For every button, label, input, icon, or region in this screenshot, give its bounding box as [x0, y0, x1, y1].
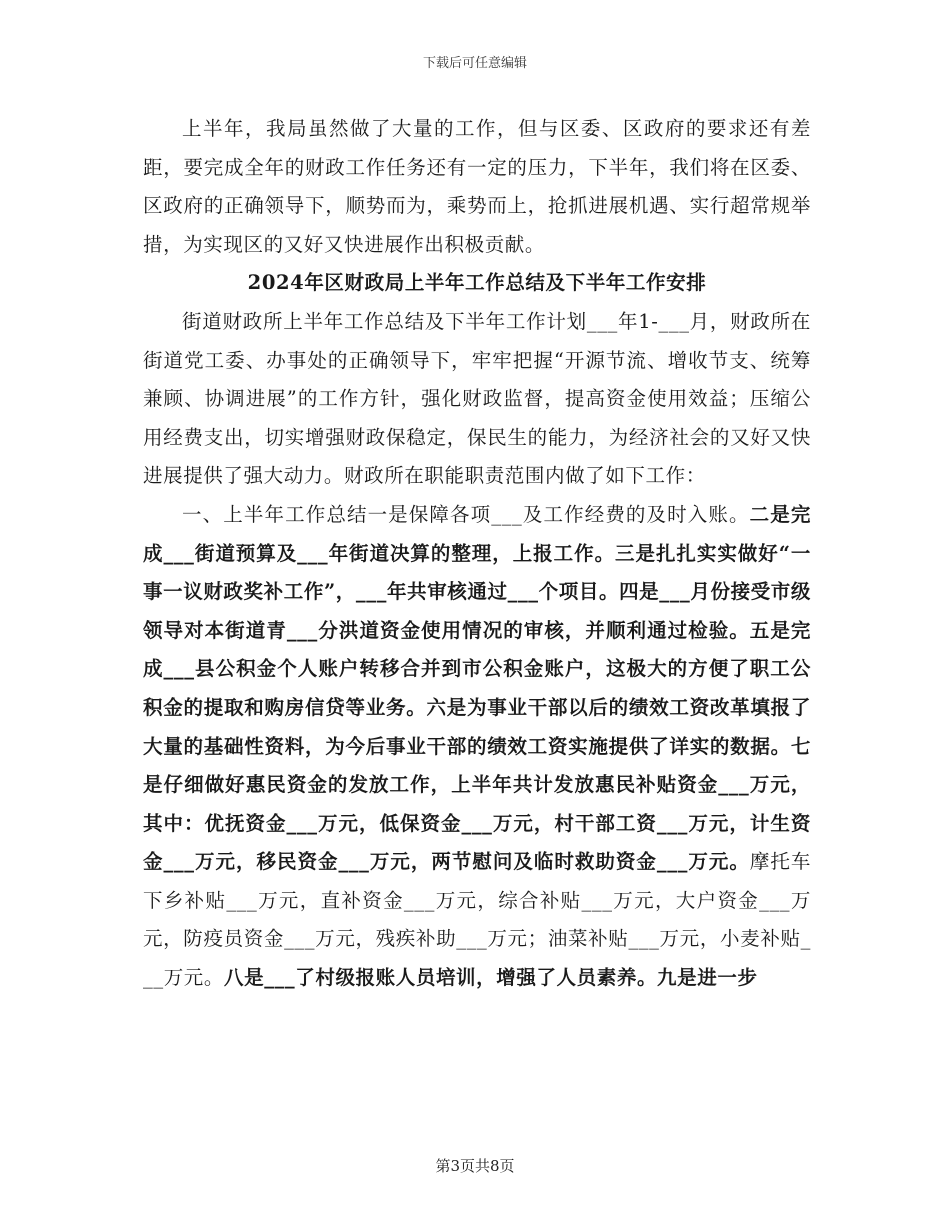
intro-paragraph: 上半年，我局虽然做了大量的工作，但与区委、区政府的要求还有差距，要完成全年的财政工作任务还有一定的压力，下半年，我们将在区委、区政府的正确领导下，顺势而为，乘势而上，抢抓进展机遇、实行超常规举措，为实现区的又好又快进展作出积极贡献。 [143, 117, 811, 256]
document-body [143, 110, 811, 998]
item-regular-text: 摩托车下乡补贴___万元，直补资金___万元，综合补贴___万元，大户资金___万元，防疫员资金___万元，残疾补助___万元；油菜补贴___万元，小麦补贴___万元。 [143, 850, 811, 990]
item-bold-text: 二是完成___街道预算及___年街道决算的整理，上报工作。三是扎扎实实做好“一事一议财政奖补工作”，___年共审核通过___个项目。四是___月份接受市级领导对本街道青___分洪道资金使用情况的审核，并顺利通过检验。五是完成___县公积金个人账户转移合并到市公积金账户，这极大的方便了职工公积金的提取和购房信贷等业务。六是为事业干部以后的绩效工资改革填报了大量的基础性资料，为今后事业干部的绩效工资实施提供了详实的数据。七是仔细做好惠民资金的发放工作，上半年共计发放惠民补贴资金___万元，其中：优抚资金___万元，低保资金___万元，村干部工资___万元，计生资金___万元，移民资金___万元，两节慰问及临时救助资金___万元。 [143, 502, 811, 874]
page-header-note: 下载后可任意编辑 [422, 56, 527, 71]
section-intro-paragraph: 街道财政所上半年工作总结及下半年工作计划___年1-___月，财政所在街道党工委、办事处的正确领导下，牢牢把握“开源节流、增收节支、统筹兼顾、协调进展”的工作方针，强化财政监督，提高资金使用效益；压缩公用经费支出，切实增强财政保稳定，保民生的能力，为经济社会的又好又快进展提供了强大动力。财政所在职能职责范围内做了如下工作： [143, 309, 811, 488]
section-title: 2024年区财政局上半年工作总结及下半年工作安排 [247, 271, 707, 295]
item-lead-text: 一、上半年工作总结一是保障各项___及工作经费的及时入账。 [182, 502, 750, 526]
work-items-paragraph [143, 496, 811, 998]
item-bold-tail-text: 八是___了村级报账人员培训，增强了人员素养。九是进一步 [224, 966, 758, 990]
page-number: 第3页共8页 [435, 1157, 515, 1175]
